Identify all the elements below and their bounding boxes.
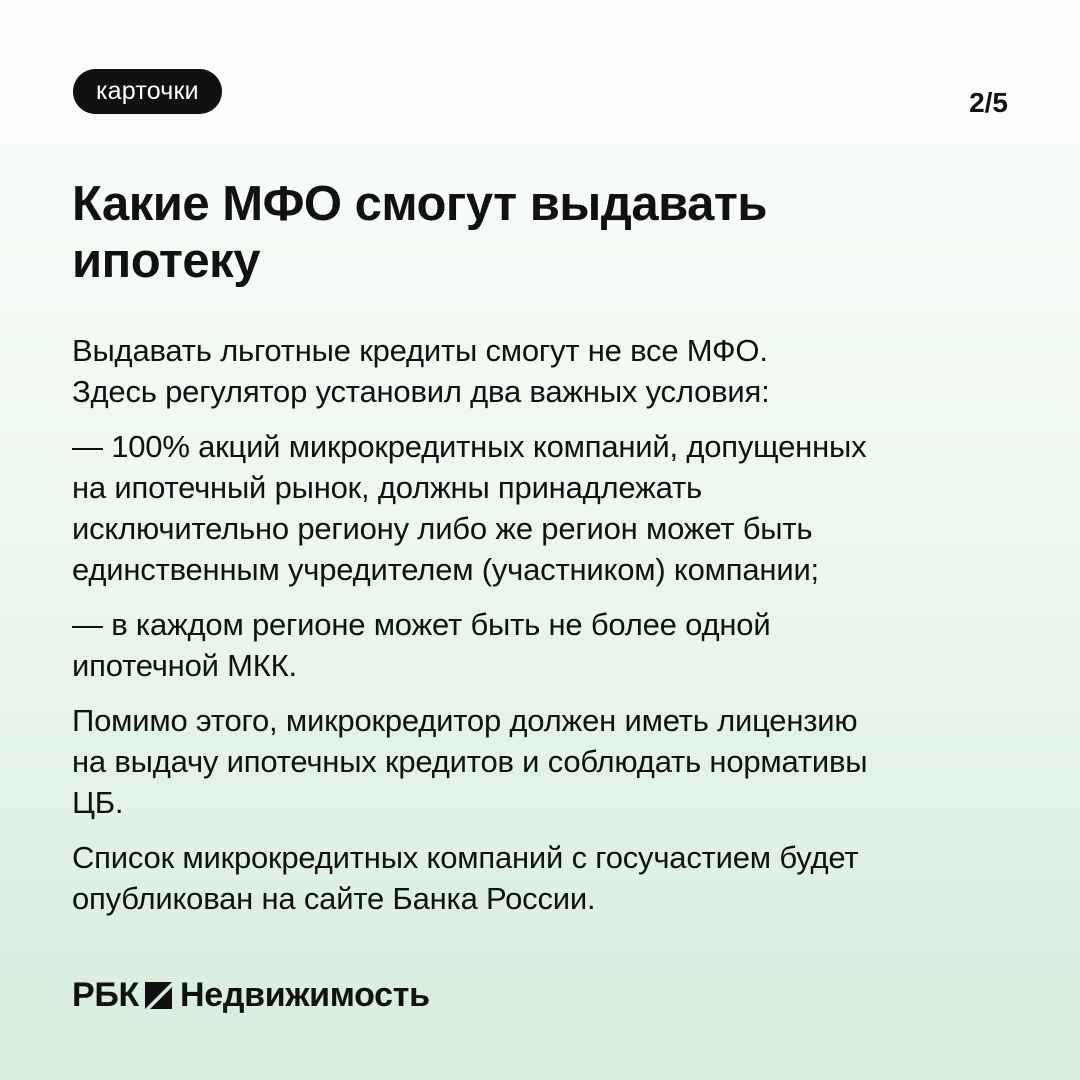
condition-one-paragraph <box>72 426 1012 590</box>
card-title-line: Какие МФО смогут выдавать <box>72 177 767 231</box>
final-paragraph <box>72 837 1012 919</box>
card-body <box>72 330 1012 933</box>
text-line: Помимо этого, микрокредитор должен иметь лицензию <box>72 703 858 738</box>
text-line: исключительно региону либо же регион может быть <box>72 511 813 546</box>
text-line: ЦБ. <box>72 785 124 820</box>
text-line: — 100% акций микрокредитных компаний, допущенных <box>72 429 867 464</box>
intro-paragraph <box>72 330 1012 412</box>
brand-logo-section: Недвижимость <box>179 976 430 1014</box>
text-line: на ипотечный рынок, должны принадлежать <box>72 470 702 505</box>
text-line: на выдачу ипотечных кредитов и соблюдать нормативы <box>72 744 868 779</box>
card-title-line: ипотеку <box>72 234 260 288</box>
card-title <box>72 176 972 290</box>
text-line: опубликован на сайте Банка России. <box>72 881 596 916</box>
brand-logo <box>72 975 430 1015</box>
rbc-slash-icon <box>145 982 172 1009</box>
category-tag: карточки <box>73 69 222 114</box>
text-line: Список микрокредитных компаний с госучастием будет <box>72 840 859 875</box>
brand-logo-rbc: РБК <box>72 976 139 1014</box>
text-line: Выдавать льготные кредиты смогут не все МФО. <box>72 333 768 368</box>
additional-paragraph <box>72 700 1012 823</box>
condition-two-paragraph <box>72 604 1012 686</box>
page-indicator: 2/5 <box>969 87 1008 118</box>
text-line: единственным учредителем (участником) компании; <box>72 552 819 587</box>
text-line: Здесь регулятор установил два важных условия: <box>72 374 770 409</box>
text-line: ипотечной МКК. <box>72 648 297 683</box>
text-line: — в каждом регионе может быть не более одной <box>72 607 771 642</box>
